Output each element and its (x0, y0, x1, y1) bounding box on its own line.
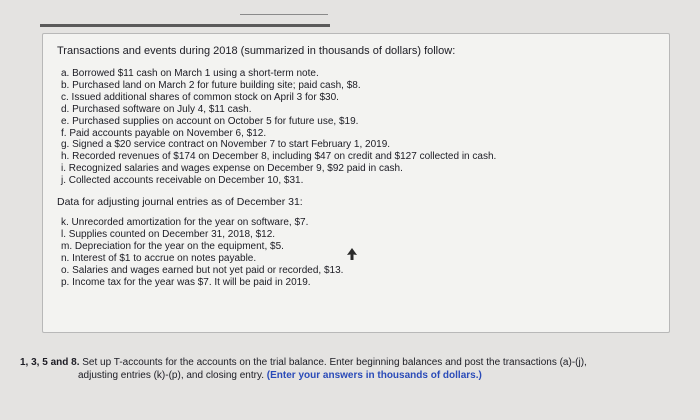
transaction-item: i. Recognized salaries and wages expense on December 9, $92 paid in cash. (61, 163, 403, 175)
top-divider-thick (40, 24, 330, 27)
transaction-item: j. Collected accounts receivable on December 10, $31. (61, 175, 304, 187)
transaction-item: f. Paid accounts payable on November 6, $12. (61, 127, 267, 139)
adjusting-item: n. Interest of $1 to accrue on notes payable. (61, 252, 257, 264)
transaction-item: h. Recorded revenues of $174 on December 8, including $47 on credit and $127 collected in cash. (61, 151, 497, 163)
instruction-line-2 (20, 370, 680, 383)
transaction-item: b. Purchased land on March 2 for future building site; paid cash, $8. (61, 79, 361, 91)
problem-card (42, 33, 670, 333)
adjusting-item: o. Salaries and wages earned but not yet paid or recorded, $13. (61, 264, 344, 276)
instruction-emphasis: (Enter your answers in thousands of dollars.) (266, 369, 482, 381)
arrow-cursor-icon (347, 248, 357, 260)
transaction-item: d. Purchased software on July 4, $11 cash. (61, 103, 252, 115)
adjusting-item: k. Unrecorded amortization for the year on software, $7. (61, 217, 309, 229)
top-divider-thin (240, 14, 328, 15)
adjusting-item: l. Supplies counted on December 31, 2018, $12. (61, 228, 276, 240)
transaction-item: e. Purchased supplies on account on October 5 for future use, $19. (61, 115, 359, 127)
instruction-block (20, 357, 680, 382)
instruction-text: Set up T-accounts for the accounts on the trial balance. Enter beginning balances and post the transactions (a)-(j), (79, 357, 587, 368)
intro-text: Transactions and events during 2018 (summarized in thousands of dollars) follow: (57, 45, 456, 57)
transactions-list (57, 68, 655, 187)
instruction-line-1 (20, 357, 680, 370)
transaction-item: g. Signed a $20 service contract on November 7 to start February 1, 2019. (61, 139, 391, 151)
requirement-number: 1, 3, 5 and 8. (20, 357, 80, 368)
transaction-item: a. Borrowed $11 cash on March 1 using a short-term note. (61, 68, 319, 79)
transaction-item: c. Issued additional shares of common stock on April 3 for $30. (61, 91, 339, 103)
adjusting-item: m. Depreciation for the year on the equipment, $5. (61, 240, 284, 252)
adjusting-item: p. Income tax for the year was $7. It will be paid in 2019. (61, 276, 311, 288)
adjusting-heading: Data for adjusting journal entries as of December 31: (57, 196, 303, 209)
instruction-text-continued: adjusting entries (k)-(p), and closing entry. (78, 369, 267, 381)
